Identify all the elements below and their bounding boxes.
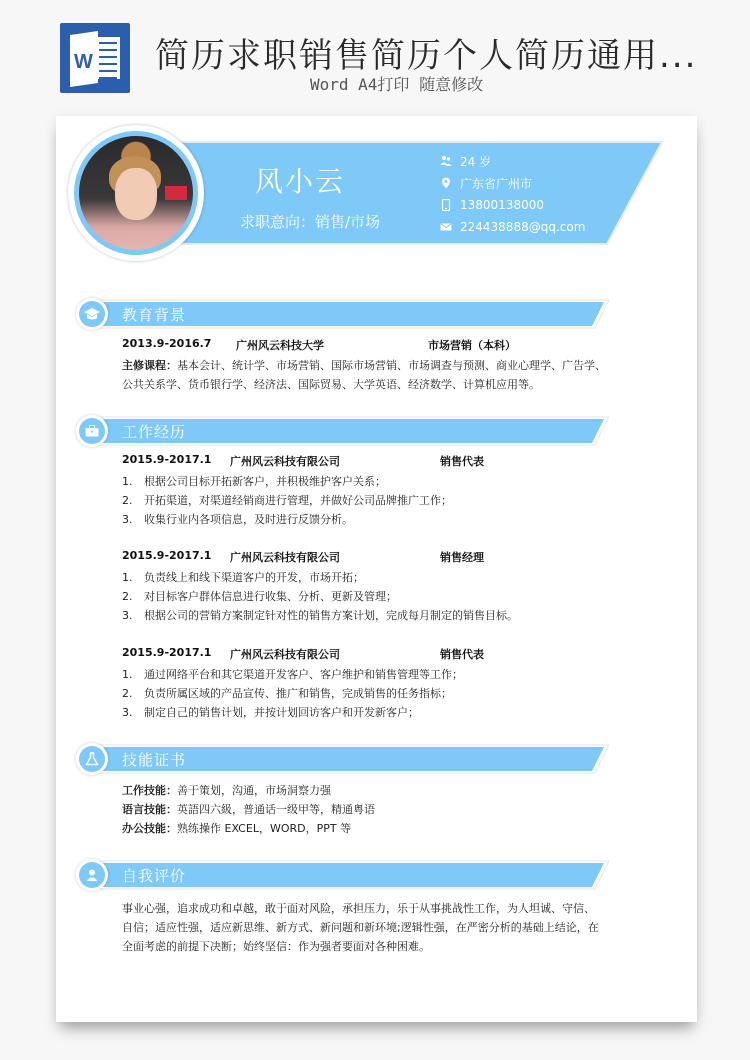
job-duties-list xyxy=(122,568,518,625)
job-duties-list xyxy=(122,472,452,529)
list-item: 3. 收集行业内各项信息，及时进行反馈分析。 xyxy=(122,513,353,526)
section-icon-skills xyxy=(76,743,108,775)
self-eval-line-2: 自信；适应性强，适应新思维、新方式、新问题和新环境;逻辑性强，在严密分析的基础上结论，在 xyxy=(122,921,599,934)
job-duties-list xyxy=(122,665,463,722)
list-item: 2. 负责所属区域的产品宣传、推广和销售，完成销售的任务指标； xyxy=(122,687,452,700)
job-header-row: 2015.9-2017.1 广州风云科技有限公司 销售代表 xyxy=(122,453,484,468)
section-icon-work xyxy=(76,415,108,447)
candidate-name: 风小云 xyxy=(255,165,346,198)
list-item: 3. 根据公司的营销方案制定针对性的销售方案计划，完成每月制定的销售目标。 xyxy=(122,609,518,622)
list-item: 2. 开拓渠道，对渠道经销商进行管理，并做好公司品牌推广工作； xyxy=(122,494,452,507)
document-subtitle: Word A4打印 随意修改 xyxy=(310,75,484,94)
people-icon xyxy=(440,155,452,167)
document-header xyxy=(0,0,750,115)
contact-email: 224438888@qq.com xyxy=(440,216,585,238)
section-title-skills: 技能证书 xyxy=(122,751,187,769)
self-eval-line-3: 全面考虑的前提下决断；始终坚信：作为强者要面对各种困难。 xyxy=(122,940,430,953)
word-icon: W xyxy=(60,23,130,93)
job-header-row: 2015.9-2017.1 广州风云科技有限公司 销售代表 xyxy=(122,646,484,661)
section-title-education: 教育背景 xyxy=(122,306,187,324)
contact-phone: 13800138000 xyxy=(440,194,585,216)
phone-icon xyxy=(440,199,452,211)
section-title-work: 工作经历 xyxy=(122,423,187,441)
mail-icon xyxy=(440,221,452,233)
contact-age: 24 岁 xyxy=(440,150,585,172)
profile-photo xyxy=(79,136,193,250)
avatar xyxy=(74,131,198,255)
section-title-self: 自我评价 xyxy=(122,867,187,885)
skill-row-work: 工作技能：善于策划，沟通，市场洞察力强 xyxy=(122,784,331,797)
skill-row-language: 语言技能：英語四六級，普通话一级甲等，精通粤语 xyxy=(122,803,375,816)
list-item: 1. 负责线上和线下渠道客户的开发，市场开拓； xyxy=(122,571,364,584)
courses-line-2: 公共关系学、货币银行学、经济法、国际贸易、大学英语、经济数学、计算机应用等。 xyxy=(122,378,540,391)
list-item: 1. 通过网络平台和其它渠道开发客户、客户维护和销售管理等工作； xyxy=(122,668,463,681)
section-icon-education xyxy=(76,298,108,330)
section-icon-self xyxy=(76,859,108,891)
document-title: 简历求职销售简历个人简历通用... xyxy=(155,36,698,76)
graduation-cap-icon xyxy=(79,301,105,327)
location-pin-icon xyxy=(440,177,452,189)
job-header-row: 2015.9-2017.1 广州风云科技有限公司 销售经理 xyxy=(122,549,484,564)
flask-icon xyxy=(79,746,105,772)
self-eval-line-1: 事业心强，追求成功和卓越，敢于面对风险，承担压力，乐于从事挑战性工作，为人坦诚、守信、 xyxy=(122,902,595,915)
list-item: 1. 根据公司目标开拓新客户，并积极维护客户关系； xyxy=(122,475,386,488)
list-item: 3. 制定自己的销售计划，并按计划回访客户和开发新客户； xyxy=(122,706,419,719)
skill-row-office: 办公技能：熟练操作 EXCEL，WORD，PPT 等 xyxy=(122,822,352,835)
briefcase-icon xyxy=(79,418,105,444)
user-icon xyxy=(79,862,105,888)
contact-location: 广东省广州市 xyxy=(440,172,585,194)
job-intent: 求职意向：销售/市场 xyxy=(240,213,381,231)
education-header-row: 2013.9-2016.7 广州风云科技大学 市场营销（本科） xyxy=(122,337,516,352)
courses-line-1: 主修课程：基本会计、统计学、市场营销、国际市场营销、市场调查与预测、商业心理学、广告学、 xyxy=(122,359,606,372)
contact-list xyxy=(440,150,585,238)
list-item: 2. 对目标客户群体信息进行收集、分析、更新及管理； xyxy=(122,590,397,603)
